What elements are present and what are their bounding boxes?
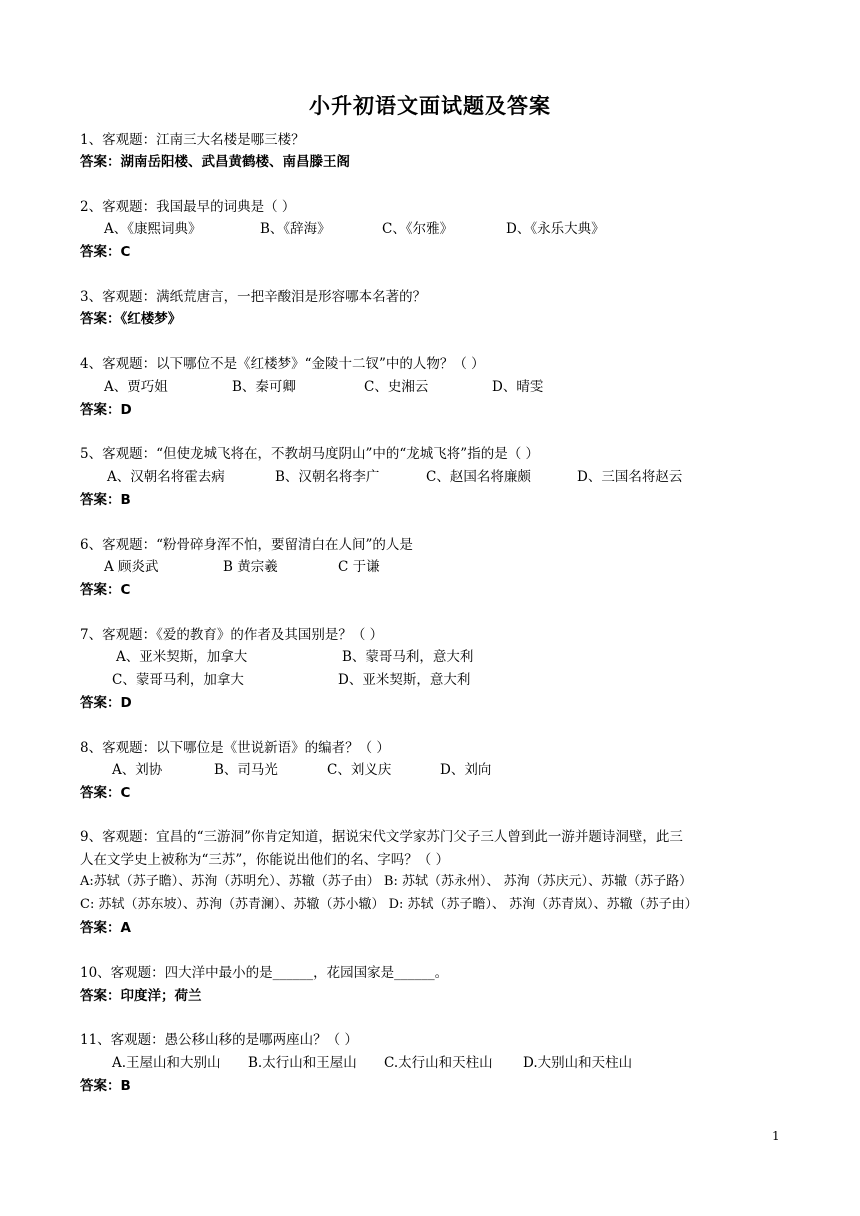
question-6: 6、客观题：“粉骨碎身浑不怕，要留清白在人间”的人是	[80, 537, 413, 553]
answer-10: 答案：印度洋；荷兰	[80, 988, 202, 1004]
option-a: A、《康熙词典》	[104, 221, 202, 237]
option-c: C、蒙哥马利，加拿大	[112, 672, 244, 688]
page-title: 小升初语文面试题及答案	[309, 94, 551, 118]
option-a: A、亚米契斯，加拿大	[116, 649, 248, 665]
question-10: 10、客观题：四大洋中最小的是______，花园国家是______。	[80, 965, 449, 981]
answer-6: 答案：C	[80, 582, 131, 598]
answer-5: 答案：B	[80, 492, 131, 508]
option-a: A 顾炎武	[104, 559, 159, 575]
option-d: D、《永乐大典》	[506, 221, 605, 237]
question-1: 1、客观题：江南三大名楼是哪三楼？	[80, 132, 305, 148]
option-b: B.太行山和王屋山	[248, 1055, 357, 1071]
question-8: 8、客观题：以下哪位是《世说新语》的编者？（ ）	[80, 740, 390, 756]
question-9-options-row1: A:苏轼（苏子瞻）、苏洵（苏明允）、苏辙（苏子由） B: 苏轼（苏永州）、 苏洵（苏庆元）、苏辙（苏子路）	[80, 874, 693, 889]
question-3: 3、客观题：满纸荒唐言，一把辛酸泪是形容哪本名著的？	[80, 289, 427, 305]
question-9-cont: 人在文学史上被称为“三苏”，你能说出他们的名、字吗？（ ）	[80, 852, 450, 868]
question-7: 7、客观题：《爱的教育》的作者及其国别是？（ ）	[80, 627, 384, 643]
option-a: A、刘协	[112, 762, 163, 778]
option-c: C、刘义庆	[327, 762, 392, 778]
option-b: B、司马光	[214, 762, 278, 778]
question-5: 5、客观题：“但使龙城飞将在，不教胡马度阴山”中的“龙城飞将”指的是（ ）	[80, 446, 539, 462]
answer-4: 答案：D	[80, 402, 132, 418]
answer-2: 答案：C	[80, 244, 131, 260]
answer-8: 答案：C	[80, 785, 131, 801]
answer-7: 答案：D	[80, 695, 132, 711]
option-b: B、蒙哥马利，意大利	[342, 649, 474, 665]
answer-1: 答案：湖南岳阳楼、武昌黄鹤楼、南昌滕王阁	[80, 154, 350, 170]
option-c: C、赵国名将廉颇	[426, 469, 531, 485]
question-2: 2、客观题：我国最早的词典是（ ）	[80, 199, 296, 215]
answer-11: 答案：B	[80, 1078, 131, 1094]
option-c: C 于谦	[338, 559, 380, 575]
option-b: B、《辞海》	[260, 221, 331, 237]
option-c: C.太行山和天柱山	[384, 1055, 493, 1071]
option-c: C、《尔雅》	[382, 221, 454, 237]
option-d: D、刘向	[440, 762, 492, 778]
option-d: D、三国名将赵云	[577, 469, 683, 485]
option-d: D、晴雯	[492, 379, 544, 395]
option-c: C、史湘云	[364, 379, 429, 395]
question-9-options-row2: C: 苏轼（苏东坡）、苏洵（苏青澜）、苏辙（苏小辙） D: 苏轼（苏子瞻）、 苏洵（苏青岚）、苏辙（苏子由）	[80, 897, 698, 912]
question-11: 11、客观题：愚公移山移的是哪两座山？（ ）	[80, 1032, 358, 1048]
option-a: A、贾巧姐	[104, 379, 168, 395]
option-d: D、亚米契斯，意大利	[338, 672, 471, 688]
option-b: B 黄宗羲	[223, 559, 278, 575]
question-4: 4、客观题：以下哪位不是《红楼梦》“金陵十二钗”中的人物？（ ）	[80, 356, 485, 372]
option-d: D.大别山和天柱山	[523, 1055, 633, 1071]
page-number: 1	[772, 1129, 780, 1143]
option-a: A.王屋山和大别山	[112, 1055, 221, 1071]
question-9: 9、客观题：宜昌的“三游洞”你肯定知道，据说宋代文学家苏门父子三人曾到此一游并题诗洞壁，此三	[80, 829, 683, 845]
answer-9: 答案：A	[80, 920, 131, 936]
option-a: A、汉朝名将霍去病	[107, 469, 225, 485]
option-b: B、秦可卿	[232, 379, 296, 395]
answer-3: 答案：《红楼梦》	[80, 311, 182, 327]
option-b: B、汉朝名将李广	[275, 469, 380, 485]
